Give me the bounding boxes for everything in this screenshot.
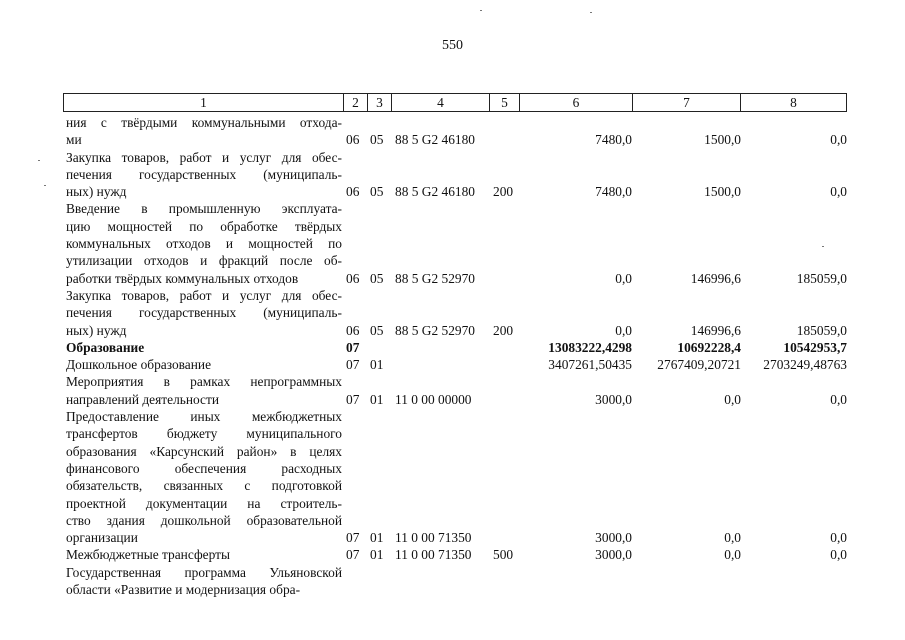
description-line: проектной документации на строитель- xyxy=(66,495,342,511)
row-description xyxy=(66,200,342,286)
table-row xyxy=(0,339,905,356)
description-line: ных) нужд xyxy=(66,322,127,338)
scan-speck xyxy=(822,246,824,247)
description-line: цию мощностей по обработке твёрдых xyxy=(66,218,342,234)
row-description xyxy=(66,339,342,356)
subsection-code: 05 xyxy=(370,270,384,286)
description-line: ния с твёрдыми коммунальными отхода- xyxy=(66,115,342,130)
section-code: 07 xyxy=(346,547,360,563)
row-description xyxy=(66,114,342,149)
section-code: 07 xyxy=(346,530,360,546)
subsection-code: 05 xyxy=(370,132,384,148)
table-row xyxy=(0,114,905,149)
expense-type-code: 500 xyxy=(493,547,514,563)
scan-speck xyxy=(44,185,46,186)
row-description xyxy=(66,287,342,339)
amount-year-1: 7480,0 xyxy=(595,184,632,200)
amount-year-3: 0,0 xyxy=(830,547,847,563)
description-line: печения государственных (муниципаль- xyxy=(66,305,342,321)
description-line: ми xyxy=(66,132,82,148)
amount-year-3: 185059,0 xyxy=(796,322,847,338)
amount-year-2: 0,0 xyxy=(724,391,741,407)
amount-year-2: 10692228,4 xyxy=(677,339,741,355)
section-code: 07 xyxy=(346,357,360,373)
subsection-code: 01 xyxy=(370,391,384,407)
target-article-code: 88 5 G2 46180 xyxy=(395,184,475,200)
scan-speck xyxy=(480,10,482,11)
row-description xyxy=(66,356,342,373)
row-description xyxy=(66,408,342,546)
amount-year-3: 2703249,48763 xyxy=(763,357,847,373)
amount-year-2: 1500,0 xyxy=(704,132,741,148)
subsection-code: 05 xyxy=(370,184,384,200)
section-code: 07 xyxy=(346,391,360,407)
description-line: обязательств, связанных с подготовкой xyxy=(66,478,342,494)
amount-year-3: 185059,0 xyxy=(796,270,847,286)
subsection-code: 05 xyxy=(370,322,384,338)
section-code: 06 xyxy=(346,322,360,338)
description-line: Введение в промышленную эксплуата- xyxy=(66,201,342,217)
expense-type-code: 200 xyxy=(493,184,514,200)
description-line: Закупка товаров, работ и услуг для обес- xyxy=(66,149,342,165)
budget-table-body xyxy=(0,114,905,598)
table-row xyxy=(0,408,905,546)
section-code: 07 xyxy=(346,339,360,355)
target-article-code: 11 0 00 00000 xyxy=(395,391,472,407)
description-line: трансфертов бюджету муниципального xyxy=(66,426,342,442)
description-line: Дошкольное образование xyxy=(66,357,212,373)
amount-year-2: 0,0 xyxy=(724,547,741,563)
column-header-7: 7 xyxy=(633,94,741,112)
table-row xyxy=(0,373,905,408)
column-header-4: 4 xyxy=(392,94,490,112)
row-description xyxy=(66,373,342,408)
section-code: 06 xyxy=(346,184,360,200)
description-line: образования «Карсунский район» в целях xyxy=(66,443,342,459)
page-number: 550 xyxy=(442,38,463,53)
table-row xyxy=(0,356,905,373)
description-line: коммунальных отходов и мощностей по xyxy=(66,236,342,252)
amount-year-3: 0,0 xyxy=(830,391,847,407)
target-article-code: 11 0 00 71350 xyxy=(395,530,472,546)
column-header-2: 2 xyxy=(344,94,368,112)
amount-year-1: 3000,0 xyxy=(595,530,632,546)
section-code: 06 xyxy=(346,132,360,148)
subsection-code: 01 xyxy=(370,547,384,563)
amount-year-1: 3000,0 xyxy=(595,547,632,563)
target-article-code: 88 5 G2 46180 xyxy=(395,132,475,148)
amount-year-1: 7480,0 xyxy=(595,132,632,148)
column-header-1: 1 xyxy=(64,94,344,112)
target-article-code: 88 5 G2 52970 xyxy=(395,270,475,286)
amount-year-2: 146996,6 xyxy=(690,270,741,286)
section-code: 06 xyxy=(346,270,360,286)
description-line: печения государственных (муниципаль- xyxy=(66,166,342,182)
amount-year-2: 1500,0 xyxy=(704,184,741,200)
table-row xyxy=(0,287,905,339)
description-line: ство здания дошкольной образовательной xyxy=(66,512,342,528)
amount-year-2: 146996,6 xyxy=(690,322,741,338)
row-description xyxy=(66,149,342,201)
description-line: Закупка товаров, работ и услуг для обес- xyxy=(66,287,342,303)
target-article-code: 11 0 00 71350 xyxy=(395,547,472,563)
table-row xyxy=(0,546,905,563)
amount-year-3: 0,0 xyxy=(830,530,847,546)
column-header-3: 3 xyxy=(368,94,392,112)
description-line: Мероприятия в рамках непрограммных xyxy=(66,374,342,390)
amount-year-1: 0,0 xyxy=(615,322,632,338)
description-line: ных) нужд xyxy=(66,184,127,200)
subsection-code: 01 xyxy=(370,530,384,546)
table-row xyxy=(0,149,905,201)
amount-year-3: 0,0 xyxy=(830,184,847,200)
subsection-code: 01 xyxy=(370,357,384,373)
amount-year-3: 0,0 xyxy=(830,132,847,148)
description-line: работки твёрдых коммунальных отходов xyxy=(66,270,299,286)
target-article-code: 88 5 G2 52970 xyxy=(395,322,475,338)
scan-speck xyxy=(590,12,592,13)
description-line: финансового обеспечения расходных xyxy=(66,460,342,476)
amount-year-2: 0,0 xyxy=(724,530,741,546)
column-header-6: 6 xyxy=(520,94,633,112)
amount-year-2: 2767409,20721 xyxy=(657,357,741,373)
table-row xyxy=(0,564,905,599)
row-description xyxy=(66,564,342,599)
description-line: Межбюджетные трансферты xyxy=(66,547,230,563)
description-line: области «Развитие и модернизация обра- xyxy=(66,582,301,598)
amount-year-1: 3407261,50435 xyxy=(548,357,632,373)
table-row xyxy=(0,200,905,286)
column-header-row xyxy=(63,93,847,112)
column-header-8: 8 xyxy=(741,94,847,112)
amount-year-1: 0,0 xyxy=(615,270,632,286)
amount-year-1: 3000,0 xyxy=(595,391,632,407)
description-line: направлений деятельности xyxy=(66,391,220,407)
description-line: утилизации отходов и фракций после об- xyxy=(66,253,342,269)
amount-year-3: 10542953,7 xyxy=(783,339,847,355)
amount-year-1: 13083222,4298 xyxy=(548,339,632,355)
scan-speck xyxy=(38,160,40,161)
column-header-5: 5 xyxy=(490,94,520,112)
description-line: Государственная программа Ульяновской xyxy=(66,564,342,580)
description-line: Образование xyxy=(66,339,145,355)
description-line: Предоставление иных межбюджетных xyxy=(66,409,342,425)
expense-type-code: 200 xyxy=(493,322,514,338)
row-description xyxy=(66,546,342,563)
description-line: организации xyxy=(66,530,138,546)
